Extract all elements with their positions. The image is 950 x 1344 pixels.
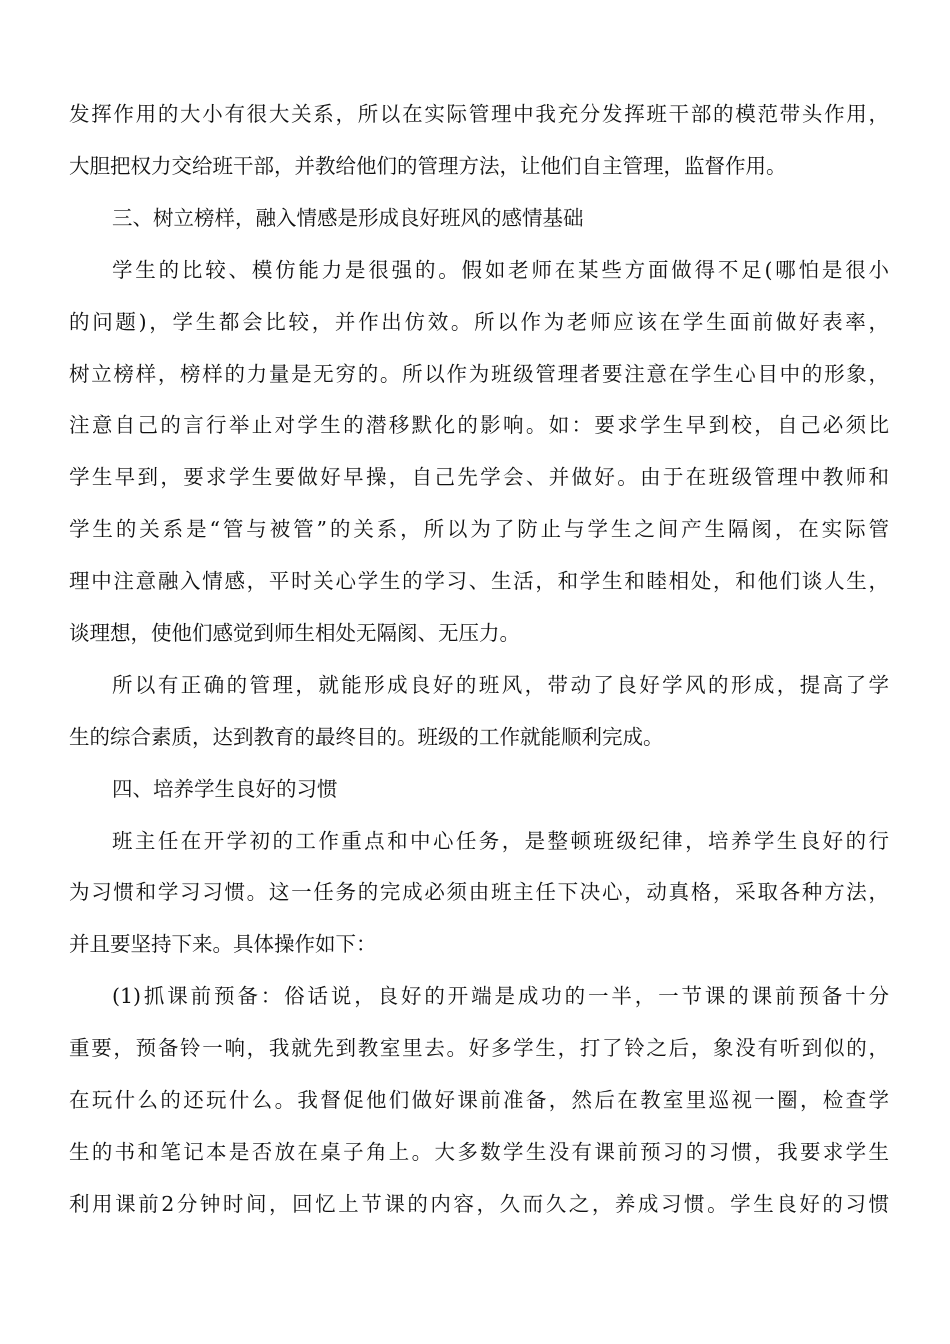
text-line: 树立榜样，榜样的力量是无穷的。所以作为班级管理者要注意在学生心目中的形象，	[69, 362, 889, 386]
text-line: 学生早到，要求学生要做好早操，自己先学会、并做好。由于在班级管理中教师和	[69, 465, 889, 489]
text-line: 学生的比较、模仿能力是很强的。假如老师在某些方面做得不足(哪怕是很小	[112, 258, 889, 282]
text-line: 学生的关系是“管与被管”的关系，所以为了防止与学生之间产生隔阂，在实际管	[69, 517, 889, 541]
section-heading: 三、树立榜样，融入情感是形成良好班风的感情基础	[112, 206, 584, 230]
text-line: 为习惯和学习习惯。这一任务的完成必须由班主任下决心，动真格，采取各种方法，	[69, 880, 889, 904]
text-line: 在玩什么的还玩什么。我督促他们做好课前准备，然后在教室里巡视一圈，检查学	[69, 1088, 889, 1112]
text-line: 生的书和笔记本是否放在桌子角上。大多数学生没有课前预习的习惯，我要求学生	[69, 1140, 889, 1164]
text-line: 所以有正确的管理，就能形成良好的班风，带动了良好学风的形成，提高了学	[112, 673, 889, 697]
text-line: 谈理想，使他们感觉到师生相处无隔阂、无压力。	[69, 621, 520, 645]
text-line: 利用课前2分钟时间，回忆上节课的内容，久而久之，养成习惯。学生良好的习惯	[69, 1192, 889, 1216]
text-line: 大胆把权力交给班干部，并教给他们的管理方法，让他们自主管理，监督作用。	[69, 154, 787, 178]
text-line: 的问题)，学生都会比较，并作出仿效。所以作为老师应该在学生面前做好表率，	[69, 310, 889, 334]
section-heading: 四、培养学生良好的习惯	[112, 777, 338, 801]
text-line: 班主任在开学初的工作重点和中心任务，是整顿班级纪律，培养学生良好的行	[112, 829, 889, 853]
text-line: 注意自己的言行举止对学生的潜移默化的影响。如：要求学生早到校，自己必须比	[69, 413, 889, 437]
text-line: 重要，预备铃一响，我就先到教室里去。好多学生，打了铃之后，象没有听到似的，	[69, 1036, 889, 1060]
text-line: (1)抓课前预备：俗话说，良好的开端是成功的一半，一节课的课前预备十分	[112, 984, 889, 1008]
text-line: 理中注意融入情感，平时关心学生的学习、生活，和学生和睦相处，和他们谈人生，	[69, 569, 889, 593]
text-line: 生的综合素质，达到教育的最终目的。班级的工作就能顺利完成。	[69, 725, 664, 749]
text-line: 并且要坚持下来。具体操作如下：	[69, 932, 377, 956]
text-line: 发挥作用的大小有很大关系，所以在实际管理中我充分发挥班干部的模范带头作用，	[69, 102, 889, 126]
